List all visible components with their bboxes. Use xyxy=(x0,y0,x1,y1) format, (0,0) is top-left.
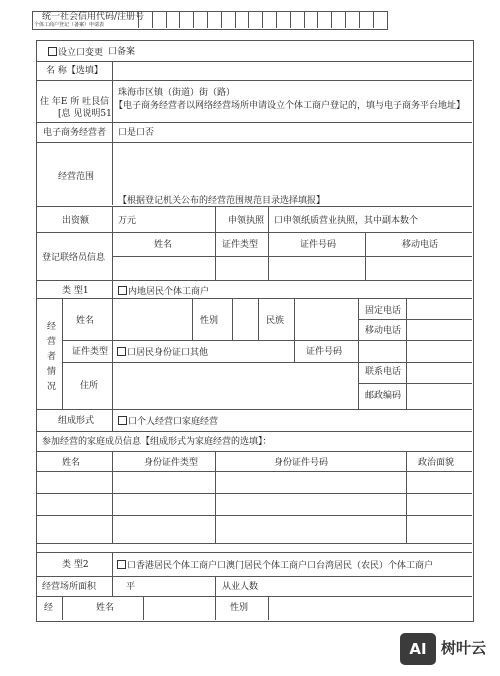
area-label: 经营场所面积 xyxy=(42,582,97,592)
checkbox-icon xyxy=(117,560,126,569)
code-cell[interactable] xyxy=(152,11,166,28)
code-cell[interactable] xyxy=(166,11,180,28)
liaison-header-id-no: 证件号码 xyxy=(300,240,337,250)
record-option[interactable]: 口备案 xyxy=(108,47,136,57)
row-divider xyxy=(358,383,472,384)
row-divider xyxy=(358,319,472,320)
op-fixed-phone-label: 固定电话 xyxy=(365,306,402,316)
code-cell[interactable] xyxy=(276,11,290,28)
type1-label: 类 型1 xyxy=(62,286,89,296)
code-cell[interactable] xyxy=(345,11,359,28)
operator-vertical-4: 情 xyxy=(47,367,57,377)
operator-vertical-1: 经 xyxy=(47,322,57,332)
row-divider xyxy=(37,232,472,233)
row-divider xyxy=(37,409,472,410)
checkbox-icon xyxy=(48,47,57,56)
op-postcode-label: 邮政编码 xyxy=(365,391,402,401)
family-header-id-no: 身份证件号码 xyxy=(274,458,329,468)
liaison-label: 登记联络员信息 xyxy=(42,253,106,263)
code-cell[interactable] xyxy=(317,11,331,28)
col-divider xyxy=(112,451,113,543)
col-divider xyxy=(62,298,63,409)
op2-name-label: 姓名 xyxy=(96,603,115,613)
row-divider xyxy=(37,280,472,281)
col-divider xyxy=(112,280,113,298)
row-divider xyxy=(37,122,472,123)
col-divider xyxy=(294,340,295,362)
row-divider xyxy=(37,543,472,544)
col-divider xyxy=(215,576,216,596)
license-label: 申领执照 xyxy=(228,216,265,226)
liaison-header-mobile: 移动电话 xyxy=(402,240,439,250)
col-divider xyxy=(406,298,407,409)
watermark-brand: 树叶云 xyxy=(441,639,487,657)
col-divider xyxy=(112,409,113,431)
op-ethnic-label: 民族 xyxy=(266,316,285,326)
op-contact-phone-label: 联系电话 xyxy=(365,367,402,377)
row-divider xyxy=(37,431,472,432)
op-id-type-option[interactable]: 口居民身份证口其他 xyxy=(117,347,208,359)
org-form-label: 组成形式 xyxy=(58,416,95,426)
scope-input[interactable] xyxy=(113,143,471,191)
op-gender-label: 性别 xyxy=(200,316,219,326)
code-cell[interactable] xyxy=(304,11,318,28)
col-divider xyxy=(112,340,113,362)
family-header-name: 姓名 xyxy=(62,458,81,468)
operator-vertical-3: 者 xyxy=(47,352,57,362)
family-section-title: 参加经营的家庭成员信息【组成形式为家庭经营的选填】： xyxy=(42,437,272,447)
col-divider xyxy=(294,298,295,340)
col-divider xyxy=(192,298,193,340)
staff-label: 从业人数 xyxy=(222,582,259,592)
col-divider xyxy=(232,298,233,340)
residence-note: 【电子商务经营者以网络经营场所申请设立个体工商户登记的，填与电子商务平台地址】 xyxy=(114,101,466,111)
col-divider xyxy=(406,451,407,543)
residence-label-note: [息 见说明51 xyxy=(58,109,112,119)
row-divider xyxy=(37,493,472,494)
col-divider xyxy=(112,552,113,576)
col-divider xyxy=(112,576,113,596)
form-subtitle: 个体工商户登记（备案）申请表 xyxy=(34,22,105,28)
capital-label: 出资额 xyxy=(62,216,90,226)
setup-option[interactable]: 设立口变更 xyxy=(48,47,103,59)
row-divider xyxy=(37,552,472,553)
col-divider xyxy=(215,206,216,232)
area-unit[interactable]: 平 xyxy=(126,582,136,592)
op-address-input[interactable] xyxy=(113,363,357,408)
row-divider xyxy=(37,80,472,81)
operator-vertical-2: 营 xyxy=(47,337,57,347)
ecommerce-label: 电子商务经营者 xyxy=(43,128,107,138)
op-name-label: 姓名 xyxy=(76,316,95,326)
row-divider xyxy=(113,256,472,257)
checkbox-icon xyxy=(117,347,126,356)
code-cell[interactable] xyxy=(290,11,304,28)
row-divider xyxy=(37,515,472,516)
ecommerce-value[interactable]: 口是口否 xyxy=(118,128,155,138)
family-header-id-type: 身份证件类型 xyxy=(144,458,199,468)
liaison-header-id-type: 证件类型 xyxy=(222,240,259,250)
row-divider xyxy=(37,206,472,207)
col-divider xyxy=(215,451,216,543)
col-divider xyxy=(112,298,113,340)
code-cell[interactable] xyxy=(248,11,262,28)
row-divider xyxy=(37,596,472,597)
name-label: 名 称【选填】 xyxy=(46,66,103,76)
license-value[interactable]: 口申领纸质营业执照，其中副本数个 xyxy=(274,216,419,226)
org-form-option[interactable]: 口个人经营口家庭经营 xyxy=(118,416,218,428)
code-cell[interactable] xyxy=(359,11,373,28)
col-divider xyxy=(268,206,269,232)
op-id-type-label: 证件类型 xyxy=(72,347,109,357)
row-divider xyxy=(37,576,472,577)
scope-label: 经营范围 xyxy=(58,172,95,182)
col-divider xyxy=(112,206,113,232)
op-id-no-label: 证件号码 xyxy=(306,347,343,357)
row-divider xyxy=(62,340,472,341)
code-cell[interactable] xyxy=(331,11,345,28)
col-divider xyxy=(258,298,259,340)
op-address-label: 住所 xyxy=(80,381,99,391)
col-divider xyxy=(215,596,216,620)
code-cell[interactable] xyxy=(221,11,235,28)
col-divider xyxy=(358,298,359,409)
registration-code-label: 统一社会信用代码/注册号 xyxy=(42,12,145,22)
operator-vertical-5: 况 xyxy=(47,382,57,392)
type1-option[interactable]: 内地居民个体工商户 xyxy=(118,286,209,298)
residence-label: 住 年E 所 吐艮信 xyxy=(40,97,110,107)
op2-gender-label: 性别 xyxy=(230,603,249,613)
op2-vertical-label: 经 xyxy=(44,603,54,613)
col-divider xyxy=(143,596,144,620)
family-header-political: 政治面貌 xyxy=(418,458,455,468)
name-input[interactable] xyxy=(113,62,471,80)
residence-value[interactable]: 珠海市区镇（街道）街（路） xyxy=(118,88,236,98)
code-cell[interactable] xyxy=(235,11,249,28)
type2-option[interactable]: 口香港居民个体工商户口澳门居民个体工商户口台湾居民（农民）个体工商户 xyxy=(117,560,433,572)
code-cell[interactable] xyxy=(179,11,193,28)
op-mobile-phone-label: 移动电话 xyxy=(365,326,402,336)
row-divider xyxy=(37,471,472,472)
code-cell[interactable] xyxy=(193,11,207,28)
col-divider xyxy=(62,596,63,620)
code-cell[interactable] xyxy=(373,11,387,28)
ai-logo-icon: AI xyxy=(400,633,436,665)
type2-label: 类 型2 xyxy=(62,560,89,570)
capital-unit[interactable]: 万元 xyxy=(118,216,137,226)
code-cell[interactable] xyxy=(207,11,221,28)
col-divider xyxy=(268,596,269,620)
checkbox-icon xyxy=(118,286,127,295)
code-cell[interactable] xyxy=(262,11,276,28)
liaison-header-name: 姓名 xyxy=(154,240,173,250)
checkbox-icon xyxy=(118,416,127,425)
scope-note: 【根据登记机关公布的经营范围规范目录选择填报】 xyxy=(118,196,326,206)
code-cell[interactable] xyxy=(138,11,152,28)
